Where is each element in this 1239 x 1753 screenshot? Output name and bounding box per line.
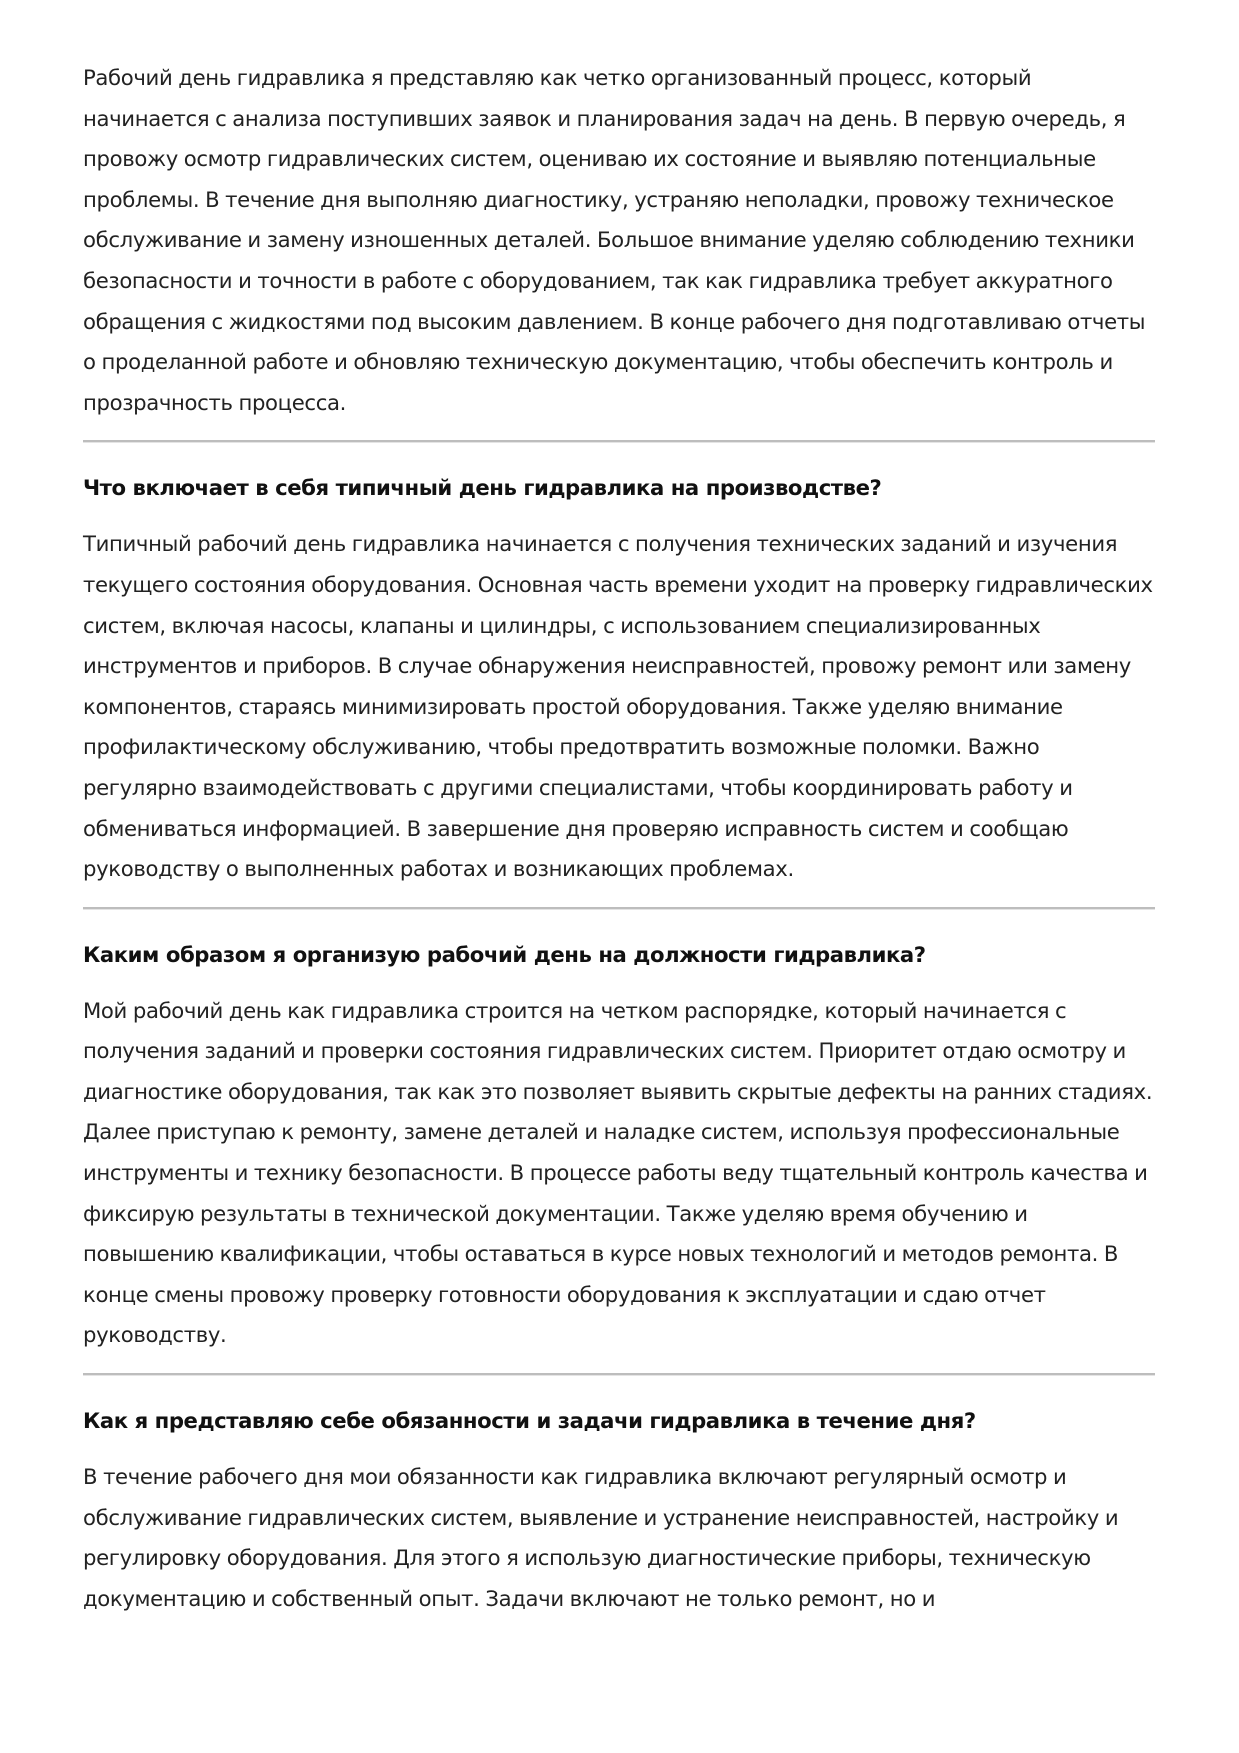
section-paragraph: Мой рабочий день как гидравлика строится на четком распорядке, который начинается с получения заданий и проверки состояния гидравлических систем. Приоритет отдаю осмотру и диагностике оборудования, так как это позволяет выявить скрытые дефекты на ранних стадиях. Далее приступаю к ремонту, замене деталей и наладке систем, используя профессиональные инструменты и технику безопасности. В процессе работы веду тщательный контроль качества и фиксирую результаты в технической документации. Также уделяю время обучению и повышению квалификации, чтобы оставаться в курсе новых технологий и методов ремонта. В конце смены провожу проверку готовности оборудования к эксплуатации и сдаю отчет руководству. [83,997,1153,1348]
section-divider [83,1373,1155,1375]
section-heading: Как я представляю себе обязанности и задачи гидравлика в течение дня? [83,1408,976,1434]
section-paragraph: В течение рабочего дня мои обязанности как гидравлика включают регулярный осмотр и обслуживание гидравлических систем, выявление и устранение неисправностей, настройку и регулировку оборудования. Для этого я использую диагностические приборы, техническую документацию и собственный опыт. Задачи включают не только ремонт, но и [83,1464,1119,1611]
article [83,58,1155,1619]
section-divider [83,440,1155,442]
intro-paragraph: Рабочий день гидравлика я представляю как четко организованный процесс, который начинается с анализа поступивших заявок и планирования задач на день. В первую очередь, я провожу осмотр гидравлических систем, оцениваю их состояние и выявляю потенциальные проблемы. В течение дня выполняю диагностику, устраняю неполадки, провожу техническое обслуживание и замену изношенных деталей. Большое внимание уделяю соблюдению техники безопасности и точности в работе с оборудованием, так как гидравлика требует аккуратного обращения с жидкостями под высоким давлением. В конце рабочего дня подготавливаю отчеты о проделанной работе и обновляю техническую документацию, чтобы обеспечить контроль и прозрачность процесса. [83,65,1146,415]
section-divider [83,907,1155,909]
section-heading: Что включает в себя типичный день гидравлика на производстве? [83,475,882,501]
section-paragraph: Типичный рабочий день гидравлика начинается с получения технических заданий и изучения текущего состояния оборудования. Основная часть времени уходит на проверку гидравлических систем, включая насосы, клапаны и цилиндры, с использованием специализированных инструментов и приборов. В случае обнаружения неисправностей, провожу ремонт или замену компонентов, стараясь минимизировать простой оборудования. Также уделяю внимание профилактическому обслуживанию, чтобы предотвратить возможные поломки. Важно регулярно взаимодействовать с другими специалистами, чтобы координировать работу и обмениваться информацией. В завершение дня проверяю исправность систем и сообщаю руководству о выполненных работах и возникающих проблемах. [83,531,1153,882]
section-heading: Каким образом я организую рабочий день на должности гидравлика? [83,941,926,967]
